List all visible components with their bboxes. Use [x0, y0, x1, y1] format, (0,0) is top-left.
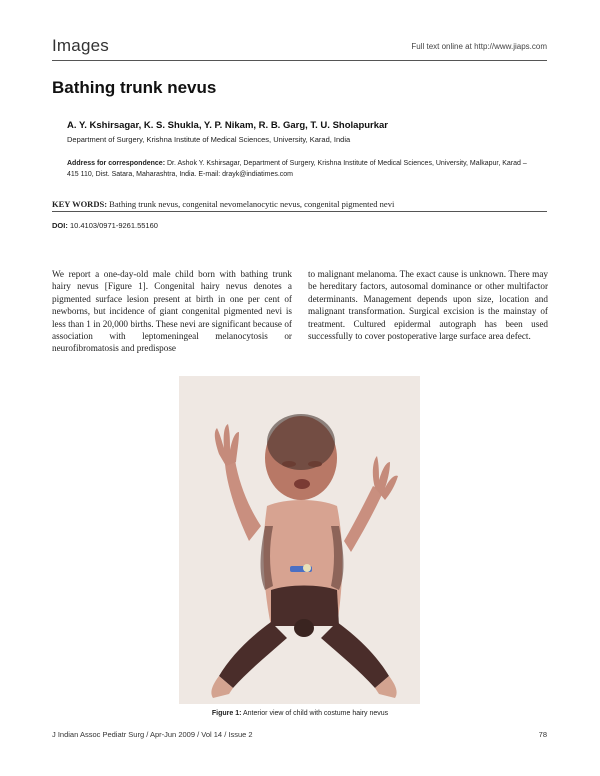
body-column-left: We report a one-day-old male child born with bathing trunk hairy nevus [Figure 1]. Congenital hairy nevus denotes a pigmented surface lesion present at birth in one per cent of newborns, but incidence of giant congenital pigmented nevi is less than 1 in 20,000 births. These nevi are significant because of association with leptomeningeal melanocytosis or neurofibromatosis and predispose [52, 269, 292, 354]
doi-text[interactable]: 10.4103/0971-9261.55160 [69, 221, 158, 230]
fulltext-link[interactable]: Full text online at http://www.jiaps.com [411, 42, 547, 51]
keywords-rule [52, 211, 547, 212]
header-rule [52, 60, 547, 61]
figure-label: Figure 1: [211, 710, 242, 717]
figure-caption-text: Anterior view of child with costume hairy nevus [243, 710, 389, 717]
address-label: Address for correspondence: [67, 160, 166, 167]
page-number: 78 [538, 730, 547, 739]
keywords-label: KEY WORDS: [52, 199, 108, 209]
doi-label: DOI: [52, 221, 68, 230]
correspondence-address [67, 158, 532, 180]
address-text: Dr. Ashok Y. Kshirsagar, Department of Surgery, Krishna Institute of Medical Sciences, University, Malkapur, Karad – 415 110, Dist. Satara, Maharashtra, India. E-mail: drayk@indiatimes.com [67, 160, 527, 178]
doi [52, 221, 158, 230]
article-title: Bathing trunk nevus [52, 78, 217, 97]
newborn-photo-illustration [179, 376, 420, 704]
department: Department of Surgery, Krishna Institute of Medical Sciences, University, Karad, India [67, 135, 351, 144]
figure-caption [0, 710, 600, 717]
keywords-text: Bathing trunk nevus, congenital nevomelanocytic nevus, congenital pigmented nevi [109, 199, 395, 209]
body-column-right: to malignant melanoma. The exact cause is unknown. There may be hereditary factors, autosomal dominance or other multifactor determinants. Management depends upon size, location and malignant transformation. Surgical excision is the mainstay of treatment. Cultured epidermal autograph has been used successfully to cover postoperative large surface area defect. [308, 269, 548, 342]
authors: A. Y. Kshirsagar, K. S. Shukla, Y. P. Nikam, R. B. Garg, T. U. Sholapurkar [67, 120, 389, 131]
figure-photo [179, 376, 420, 704]
keywords [52, 199, 394, 209]
section-label: Images [52, 36, 109, 55]
journal-reference: J Indian Assoc Pediatr Surg / Apr-Jun 2009 / Vol 14 / Issue 2 [52, 730, 253, 739]
